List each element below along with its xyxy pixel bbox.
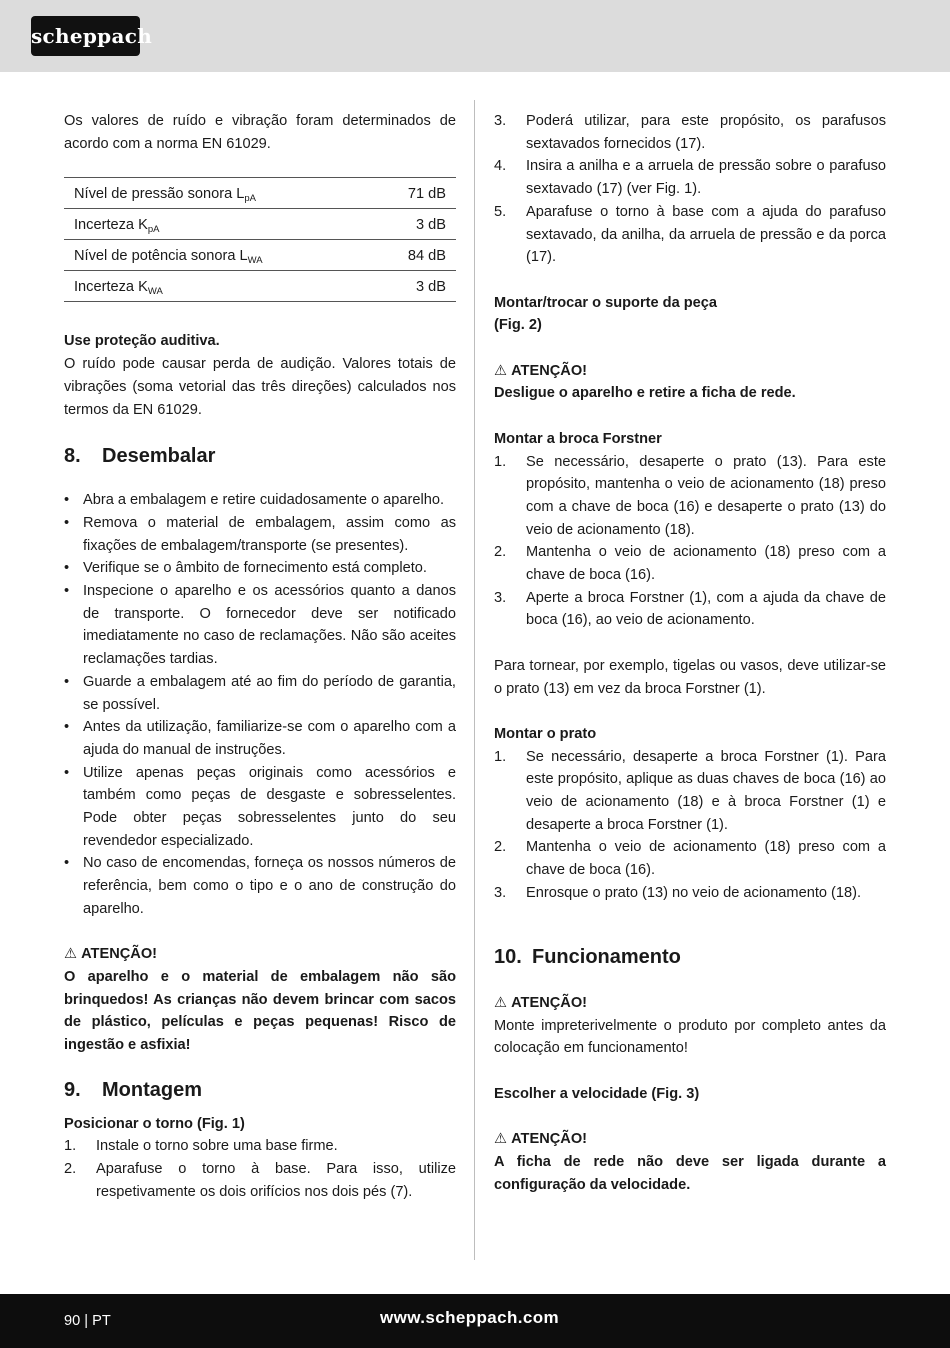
list-item: 1. Instale o torno sobre uma base firme. — [64, 1138, 338, 1155]
hearing-heading: Use proteção auditiva. — [64, 333, 220, 350]
list-item: 1. Se necessário, desaperte o prato (13). Para este propósito, mantenha o veio de acionamento (18) preso com a chave de boca (16) e desaperte o prato (13) do veio de acionamento (18). — [494, 453, 886, 538]
table-label: Nível de potência sonora $L_{WA}$ — [64, 240, 366, 271]
list-item: 1. Se necessário, desaperte a broca Forstner (1). Para este propósito, aplique as duas chaves de boca (16) ao veio de acionamento (18) e à broca Forstner (1) e desaperte a broca Forstner (1). — [494, 748, 886, 833]
list-item: 3. Poderá utilizar, para este propósito, os parafusos sextavados fornecidos (17). — [494, 113, 886, 152]
list-item: • Abra a embalagem e retire cuidadosamente o aparelho. — [64, 492, 445, 509]
list-item: 2. Mantenha o veio de acionamento (18) preso com a chave de boca (16). — [494, 839, 886, 879]
warning-title: ⚠ ATENÇÃO! — [494, 360, 886, 383]
warning-text: O aparelho e o material de embalagem não são brinquedos! As crianças não devem brincar com sacos de plástico, películas e peças pequenas! Risco de ingestão e asfixia! — [64, 968, 456, 1054]
warning-icon: ⚠ — [494, 362, 508, 379]
column-divider — [474, 100, 475, 1260]
table-row — [64, 178, 456, 209]
list-item: • No caso de encomendas, forneça os nossos números de referência, bem como o tipo e o ano de construção do aparelho. — [64, 855, 456, 917]
list-item: • Guarde a embalagem até ao fim do período de garantia, se possível. — [64, 673, 456, 713]
table-value: 3 dB — [366, 271, 456, 302]
turning-text: Para tornear, por exemplo, tigelas ou vasos, deve utilizar-se o prato (13) em vez da broca Forstner (1). — [494, 657, 886, 697]
warning-icon: ⚠ — [64, 946, 78, 963]
scheppach-logo: scheppach — [31, 16, 140, 56]
forstner-heading: Montar a broca Forstner — [494, 430, 662, 447]
mount-heading: Posicionar o torno (Fig. 1) — [64, 1115, 245, 1132]
list-item: • Antes da utilização, familiarize-se com o aparelho com a ajuda do manual de instruções. — [64, 719, 456, 758]
right-column — [494, 110, 886, 925]
header-bar — [0, 0, 950, 72]
mount-steps-cont — [494, 110, 886, 269]
website-link[interactable]: www.scheppach.com — [380, 1308, 560, 1327]
warning-title: ⚠ ATENÇÃO! — [494, 1128, 886, 1151]
section-8-heading: 8. Desembalar — [64, 445, 216, 468]
noise-intro: Os valores de ruído e vibração foram determinados de acordo com a norma EN 61029. — [64, 113, 456, 152]
list-item: 2. Aparafuse o torno à base. Para isso, utilize respetivamente os dois orifícios nos dois pés (7). — [64, 1161, 456, 1200]
mount-steps — [64, 1135, 456, 1203]
warning-icon: ⚠ — [494, 1131, 508, 1148]
table-value: 84 dB — [366, 240, 456, 271]
list-item: 3. Enrosque o prato (13) no veio de acionamento (18). — [494, 884, 862, 901]
warning-icon: ⚠ — [494, 995, 508, 1011]
left-column — [64, 110, 456, 1204]
plate-steps — [494, 746, 886, 905]
hearing-text: O ruído pode causar perda de audição. Valores totais de vibrações (soma vetorial das três direções) calculados nos termos da EN 61029. — [64, 356, 456, 418]
footer-bar — [0, 1294, 950, 1348]
table-row — [64, 209, 456, 240]
warning-text: Desligue o aparelho e retire a ficha de rede. — [494, 385, 796, 402]
section-9-heading: 9. Montagem — [64, 1078, 202, 1101]
table-row — [64, 271, 456, 302]
list-item: 5. Aparafuse o torno à base com a ajuda do parafuso sextavado, da anilha, da arruela de pressão e da porca (17). — [494, 203, 886, 266]
support-heading: Montar/trocar o suporte da peça — [494, 294, 718, 311]
support-heading-fig: (Fig. 2) — [494, 317, 542, 334]
list-item: 2. Mantenha o veio de acionamento (18) preso com a chave de boca (16). — [494, 544, 886, 584]
table-row — [64, 240, 456, 271]
table-label: Nível de pressão sonora $L_{pA}$ — [64, 178, 366, 209]
list-item: • Verifique se o âmbito de fornecimento está completo. — [64, 560, 427, 577]
warning-title: ⚠ ATENÇÃO! — [494, 992, 886, 1015]
table-value: 3 dB — [366, 209, 456, 240]
section-10-title: 10. Funcionamento — [494, 946, 681, 968]
warning-title: ⚠ ATENÇÃO! — [64, 943, 456, 966]
noise-table — [64, 177, 456, 302]
forstner-steps — [494, 451, 886, 633]
table-value: 71 dB — [366, 178, 456, 209]
speed-heading: Escolher a velocidade (Fig. 3) — [494, 1085, 700, 1102]
list-item: • Utilize apenas peças originais como acessórios e também como peças de desgaste e sobresselentes. Pode obter peças sobresselentes junto do seu revendedor especializado. — [64, 764, 456, 849]
list-item: 4. Insira a anilha e a arruela de pressão sobre o parafuso sextavado (17) (ver Fig. 1). — [494, 158, 886, 198]
list-item: 3. Aperte a broca Forstner (1), com a ajuda da chave de boca (16), ao veio de acionamento. — [494, 589, 886, 629]
plate-heading: Montar o prato — [494, 725, 597, 742]
warning-text: Monte impreterivelmente o produto por completo antes da colocação em funcionamento! — [494, 1017, 886, 1057]
table-label: Incerteza $K_{WA}$ — [64, 271, 366, 302]
list-item: • Remova o material de embalagem, assim como as fixações de embalagem/transporte (se presentes). — [64, 514, 456, 554]
warning-text: A ficha de rede não deve ser ligada durante a configuração da velocidade. — [494, 1153, 886, 1193]
table-label: Incerteza $K_{pA}$ — [64, 209, 366, 240]
page-number: 90 | PT — [64, 1313, 111, 1329]
list-item: • Inspecione o aparelho e os acessórios quanto a danos de transporte. O fornecedor deve ser notificado imediatamente no caso de reclamações. Não são aceites reclamações tardias. — [64, 583, 456, 668]
unpack-list — [64, 489, 456, 920]
right-column-lower — [494, 944, 886, 1196]
